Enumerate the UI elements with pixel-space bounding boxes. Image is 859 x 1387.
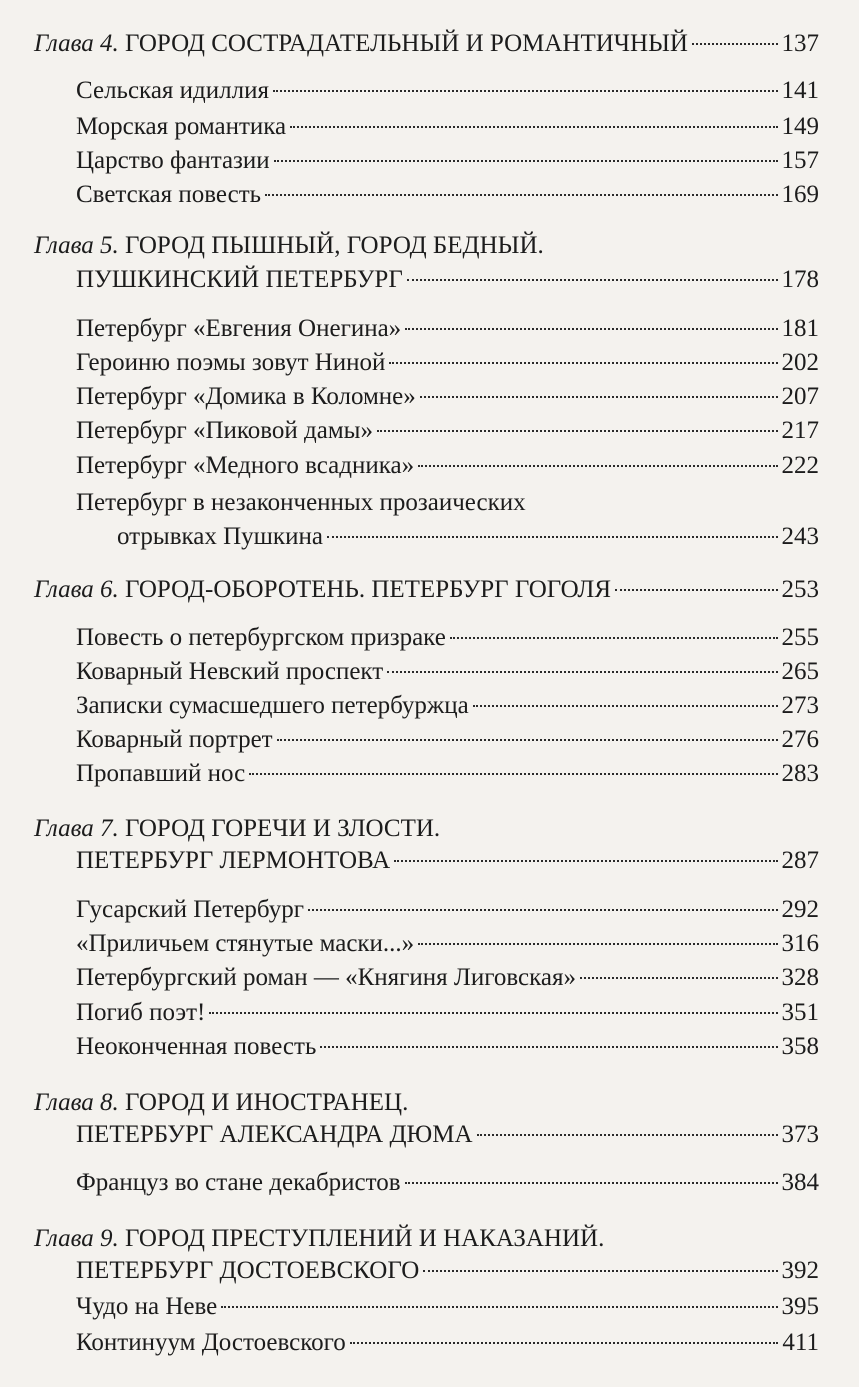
- toc-section-item[interactable]: [76, 111, 819, 143]
- dot-leader: [423, 1270, 777, 1272]
- page-number: 255: [781, 624, 819, 651]
- page-number: 292: [781, 896, 819, 923]
- section-title: Француз во стане декабристов: [76, 1169, 401, 1196]
- toc-section-item[interactable]: [76, 1167, 819, 1199]
- page-number: 178: [781, 266, 819, 293]
- page-number: 202: [781, 349, 819, 376]
- page-number: 373: [781, 1121, 819, 1148]
- toc-section-item[interactable]: [76, 381, 819, 413]
- toc-section-item[interactable]: [76, 75, 819, 107]
- page-number: 141: [781, 77, 819, 104]
- dot-leader: [692, 43, 778, 45]
- section-title: Погиб поэт!: [76, 999, 206, 1026]
- chapter-label: Глава 5.: [34, 232, 119, 259]
- page-number: 395: [781, 1293, 819, 1320]
- page-number: 217: [781, 417, 819, 444]
- dot-leader: [249, 773, 777, 775]
- chapter-title: [34, 28, 688, 60]
- page-number: 384: [781, 1169, 819, 1196]
- toc-section-item[interactable]: [76, 347, 819, 379]
- section-title: «Приличьем стянутые маски...»: [76, 930, 415, 957]
- toc-section-item[interactable]: [76, 179, 819, 211]
- chapter-name-line-1: ГОРОД ПРЕСТУПЛЕНИЙ И НАКАЗАНИЙ.: [125, 1225, 605, 1252]
- page-number: 411: [782, 1329, 819, 1356]
- chapter-name-line-1: ГОРОД И ИНОСТРАНЕЦ.: [125, 1089, 409, 1116]
- toc-section-item[interactable]: [76, 1327, 819, 1359]
- page-number: 207: [781, 383, 819, 410]
- toc-chapter-7-heading: [34, 813, 819, 845]
- chapter-name-line-2: ПЕТЕРБУРГ АЛЕКСАНДРА ДЮМА: [76, 1121, 473, 1148]
- section-title: Царство фантазии: [76, 147, 270, 174]
- section-title: Светская повесть: [76, 181, 262, 208]
- dot-leader: [615, 589, 777, 591]
- page-number: 137: [781, 30, 819, 57]
- dot-leader: [265, 194, 777, 196]
- dot-leader: [477, 1134, 778, 1136]
- page-number: 276: [781, 726, 819, 753]
- section-title: Петербург «Евгения Онегина»: [76, 315, 402, 342]
- chapter-label: Глава 4.: [34, 30, 119, 57]
- page-number: 328: [781, 964, 819, 991]
- section-title: Гусарский Петербург: [76, 896, 304, 923]
- chapter-title: [34, 1087, 408, 1119]
- dot-leader: [327, 536, 778, 538]
- section-title: Повесть о петербургском призраке: [76, 624, 446, 651]
- dot-leader: [221, 1306, 777, 1308]
- dot-leader: [418, 465, 777, 467]
- dot-leader: [473, 705, 778, 707]
- toc-section-item[interactable]: [76, 758, 819, 790]
- dot-leader: [387, 671, 777, 673]
- toc-section-item[interactable]: [76, 656, 819, 688]
- toc-chapter-7-heading-cont[interactable]: [76, 845, 819, 877]
- toc-chapter-9-heading: [34, 1223, 819, 1255]
- section-title: Сельская идиллия: [76, 77, 269, 104]
- dot-leader: [580, 977, 778, 979]
- section-title: Петербург «Пиковой дамы»: [76, 417, 373, 444]
- page-number: 358: [781, 1033, 819, 1060]
- toc-section-item[interactable]: [76, 1291, 819, 1323]
- dot-leader: [377, 430, 778, 432]
- section-title: Записки сумасшедшего петербуржца: [76, 692, 469, 719]
- section-title: Коварный портрет: [76, 726, 273, 753]
- page-number: 392: [781, 1257, 819, 1284]
- toc-section-item[interactable]: [76, 415, 819, 447]
- page-number: 283: [781, 760, 819, 787]
- chapter-name: ГОРОД-ОБОРОТЕНЬ. ПЕТЕРБУРГ ГОГОЛЯ: [125, 576, 612, 603]
- section-title: Коварный Невский проспект: [76, 658, 384, 685]
- page-number: 273: [781, 692, 819, 719]
- chapter-name: ГОРОД СОСТРАДАТЕЛЬНЫЙ И РОМАНТИЧНЫЙ: [125, 30, 688, 57]
- toc-section-item[interactable]: [76, 997, 819, 1029]
- page-number: 222: [781, 452, 819, 479]
- toc-section-item[interactable]: [76, 622, 819, 654]
- toc-section-item[interactable]: [76, 313, 819, 345]
- chapter-label: Глава 7.: [34, 815, 119, 842]
- toc-section-item[interactable]: [76, 690, 819, 722]
- section-title: Героиню поэмы зовут Ниной: [76, 349, 386, 376]
- dot-leader: [389, 362, 777, 364]
- chapter-title: [34, 1223, 604, 1255]
- chapter-name-line-1: ГОРОД ГОРЕЧИ И ЗЛОСТИ.: [125, 815, 441, 842]
- toc-section-item-line-2[interactable]: [117, 521, 819, 553]
- toc-chapter-5-heading-cont[interactable]: [76, 264, 819, 296]
- section-title: Морская романтика: [76, 113, 287, 140]
- section-title-line-2: отрывках Пушкина: [117, 523, 323, 550]
- section-title: Петербург «Домика в Коломне»: [76, 383, 416, 410]
- section-title: Континуум Достоевского: [76, 1329, 346, 1356]
- toc-section-item[interactable]: [76, 928, 819, 960]
- dot-leader: [394, 860, 777, 862]
- dot-leader: [407, 279, 778, 281]
- page-number: 149: [781, 113, 819, 140]
- section-title: Петербург «Медного всадника»: [76, 452, 415, 479]
- dot-leader: [320, 1046, 777, 1048]
- dot-leader: [290, 126, 777, 128]
- toc-section-item[interactable]: [76, 894, 819, 926]
- page-number: 253: [781, 576, 819, 603]
- toc-section-item[interactable]: [76, 724, 819, 756]
- toc-section-item[interactable]: [76, 962, 819, 994]
- section-title: Петербургский роман — «Княгиня Лиговская»: [76, 964, 576, 991]
- toc-section-item[interactable]: [76, 450, 819, 482]
- page-number: 169: [781, 181, 819, 208]
- chapter-title: [34, 230, 544, 262]
- toc-section-item-line-1[interactable]: [76, 487, 819, 519]
- chapter-label: Глава 9.: [34, 1225, 119, 1252]
- section-title: Чудо на Неве: [76, 1293, 218, 1320]
- chapter-label: Глава 6.: [34, 576, 119, 603]
- dot-leader: [277, 739, 778, 741]
- dot-leader: [450, 637, 778, 639]
- dot-leader: [418, 943, 777, 945]
- chapter-name-line-1: ГОРОД ПЫШНЫЙ, ГОРОД БЕДНЫЙ.: [125, 232, 544, 259]
- dot-leader: [273, 90, 778, 92]
- dot-leader: [308, 909, 778, 911]
- section-title: Неоконченная повесть: [76, 1033, 317, 1060]
- chapter-name-line-2: ПЕТЕРБУРГ ЛЕРМОНТОВА: [76, 847, 391, 874]
- toc-section-item[interactable]: [76, 1031, 819, 1063]
- section-title-line-1: Петербург в незаконченных прозаических: [76, 489, 526, 516]
- dot-leader: [209, 1012, 777, 1014]
- chapter-title: [34, 813, 440, 845]
- chapter-name-line-2: ПЕТЕРБУРГ ДОСТОЕВСКОГО: [76, 1257, 420, 1284]
- toc-chapter-5-heading: [34, 230, 819, 262]
- page-number: 287: [781, 847, 819, 874]
- toc-chapter-4-heading[interactable]: [34, 28, 819, 60]
- page-number: 265: [781, 658, 819, 685]
- toc-chapter-8-heading-cont[interactable]: [76, 1119, 819, 1151]
- page-number: 316: [781, 930, 819, 957]
- dot-leader: [274, 160, 778, 162]
- page-number: 243: [781, 523, 819, 550]
- toc-chapter-9-heading-cont[interactable]: [76, 1255, 819, 1287]
- page-number: 351: [781, 999, 819, 1026]
- toc-chapter-6-heading[interactable]: [34, 574, 819, 606]
- toc-section-item[interactable]: [76, 145, 819, 177]
- page-number: 181: [781, 315, 819, 342]
- chapter-name-line-2: ПУШКИНСКИЙ ПЕТЕРБУРГ: [76, 266, 403, 293]
- page-number: 157: [781, 147, 819, 174]
- toc-chapter-8-heading: [34, 1087, 819, 1119]
- dot-leader: [405, 328, 777, 330]
- dot-leader: [405, 1182, 778, 1184]
- dot-leader: [420, 396, 778, 398]
- chapter-title: [34, 574, 611, 606]
- dot-leader: [350, 1342, 779, 1344]
- chapter-label: Глава 8.: [34, 1089, 119, 1116]
- section-title: Пропавший нос: [76, 760, 246, 787]
